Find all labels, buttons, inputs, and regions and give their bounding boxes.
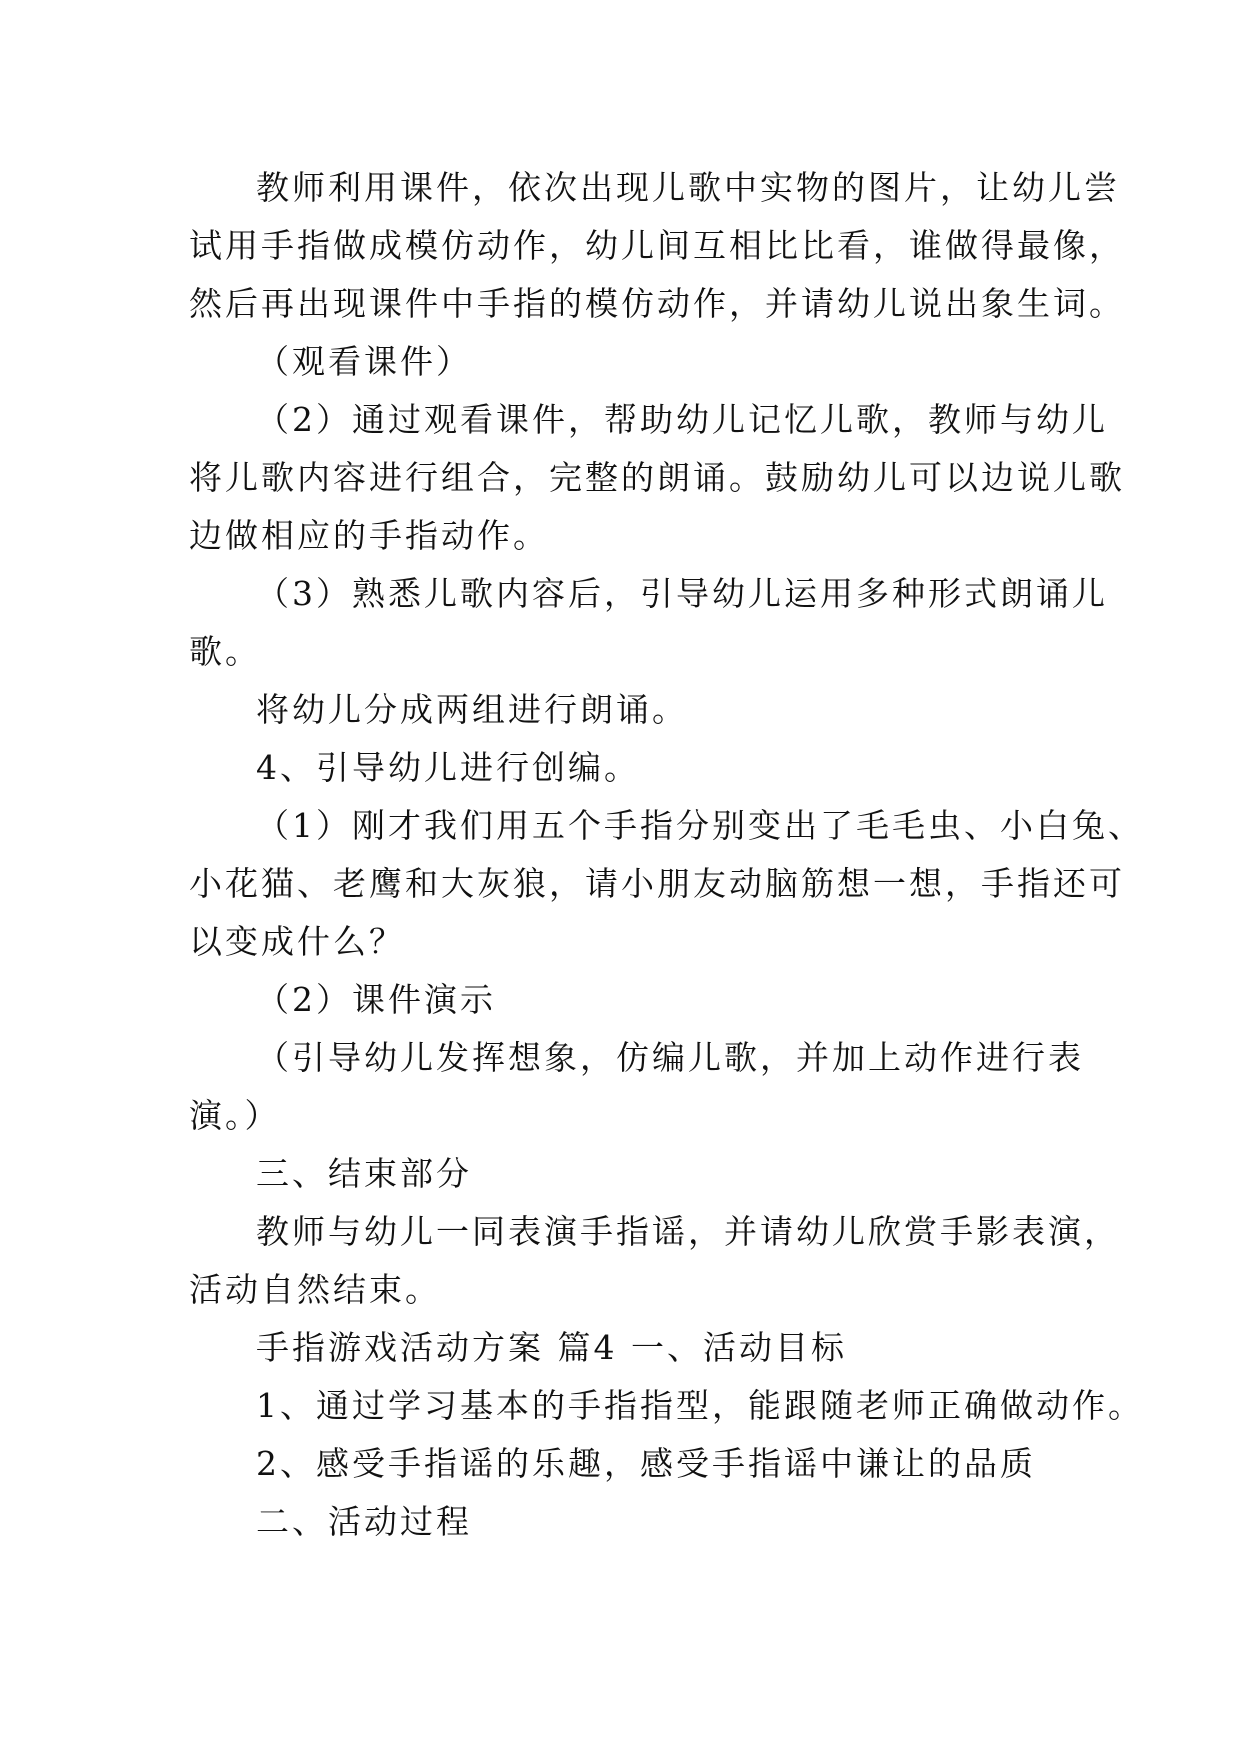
paragraph-line: （1）刚才我们用五个手指分别变出了毛毛虫、小白兔、 xyxy=(256,806,1144,845)
paragraph-line: 然后再出现课件中手指的模仿动作，并请幼儿说出象生词。 xyxy=(189,284,1125,323)
paragraph-line: 将幼儿分成两组进行朗诵。 xyxy=(256,690,688,729)
paragraph-line: 歌。 xyxy=(189,632,261,671)
paragraph-line: 边做相应的手指动作。 xyxy=(189,516,549,555)
section-heading: 手指游戏活动方案 篇4 一、活动目标 xyxy=(256,1328,847,1367)
paragraph-line: 以变成什么？ xyxy=(189,922,405,961)
paragraph-line: 2、感受手指谣的乐趣，感受手指谣中谦让的品质 xyxy=(256,1444,1036,1483)
paragraph-line: 将儿歌内容进行组合，完整的朗诵。鼓励幼儿可以边说儿歌 xyxy=(189,458,1125,497)
paragraph-line: 教师与幼儿一同表演手指谣，并请幼儿欣赏手影表演， xyxy=(256,1212,1120,1251)
section-heading: 三、结束部分 xyxy=(256,1154,472,1193)
paragraph-line: 演。） xyxy=(189,1096,281,1135)
section-heading: 二、活动过程 xyxy=(256,1502,472,1541)
paragraph-line: 1、通过学习基本的手指指型，能跟随老师正确做动作。 xyxy=(256,1386,1144,1425)
paragraph-line: 教师利用课件，依次出现儿歌中实物的图片，让幼儿尝 xyxy=(256,168,1120,207)
paragraph-line: 试用手指做成模仿动作，幼儿间互相比比看，谁做得最像， xyxy=(189,226,1125,265)
paragraph-line: （3）熟悉儿歌内容后，引导幼儿运用多种形式朗诵儿 xyxy=(256,574,1108,613)
paragraph-line: （2）课件演示 xyxy=(256,980,496,1019)
paragraph-line: （引导幼儿发挥想象，仿编儿歌，并加上动作进行表 xyxy=(256,1038,1084,1077)
paragraph-line: 小花猫、老鹰和大灰狼，请小朋友动脑筋想一想，手指还可 xyxy=(189,864,1125,903)
paragraph-line: （2）通过观看课件，帮助幼儿记忆儿歌，教师与幼儿 xyxy=(256,400,1108,439)
paragraph-line: （观看课件） xyxy=(256,342,472,381)
paragraph-line: 活动自然结束。 xyxy=(189,1270,441,1309)
paragraph-line: 4、引导幼儿进行创编。 xyxy=(256,748,640,787)
